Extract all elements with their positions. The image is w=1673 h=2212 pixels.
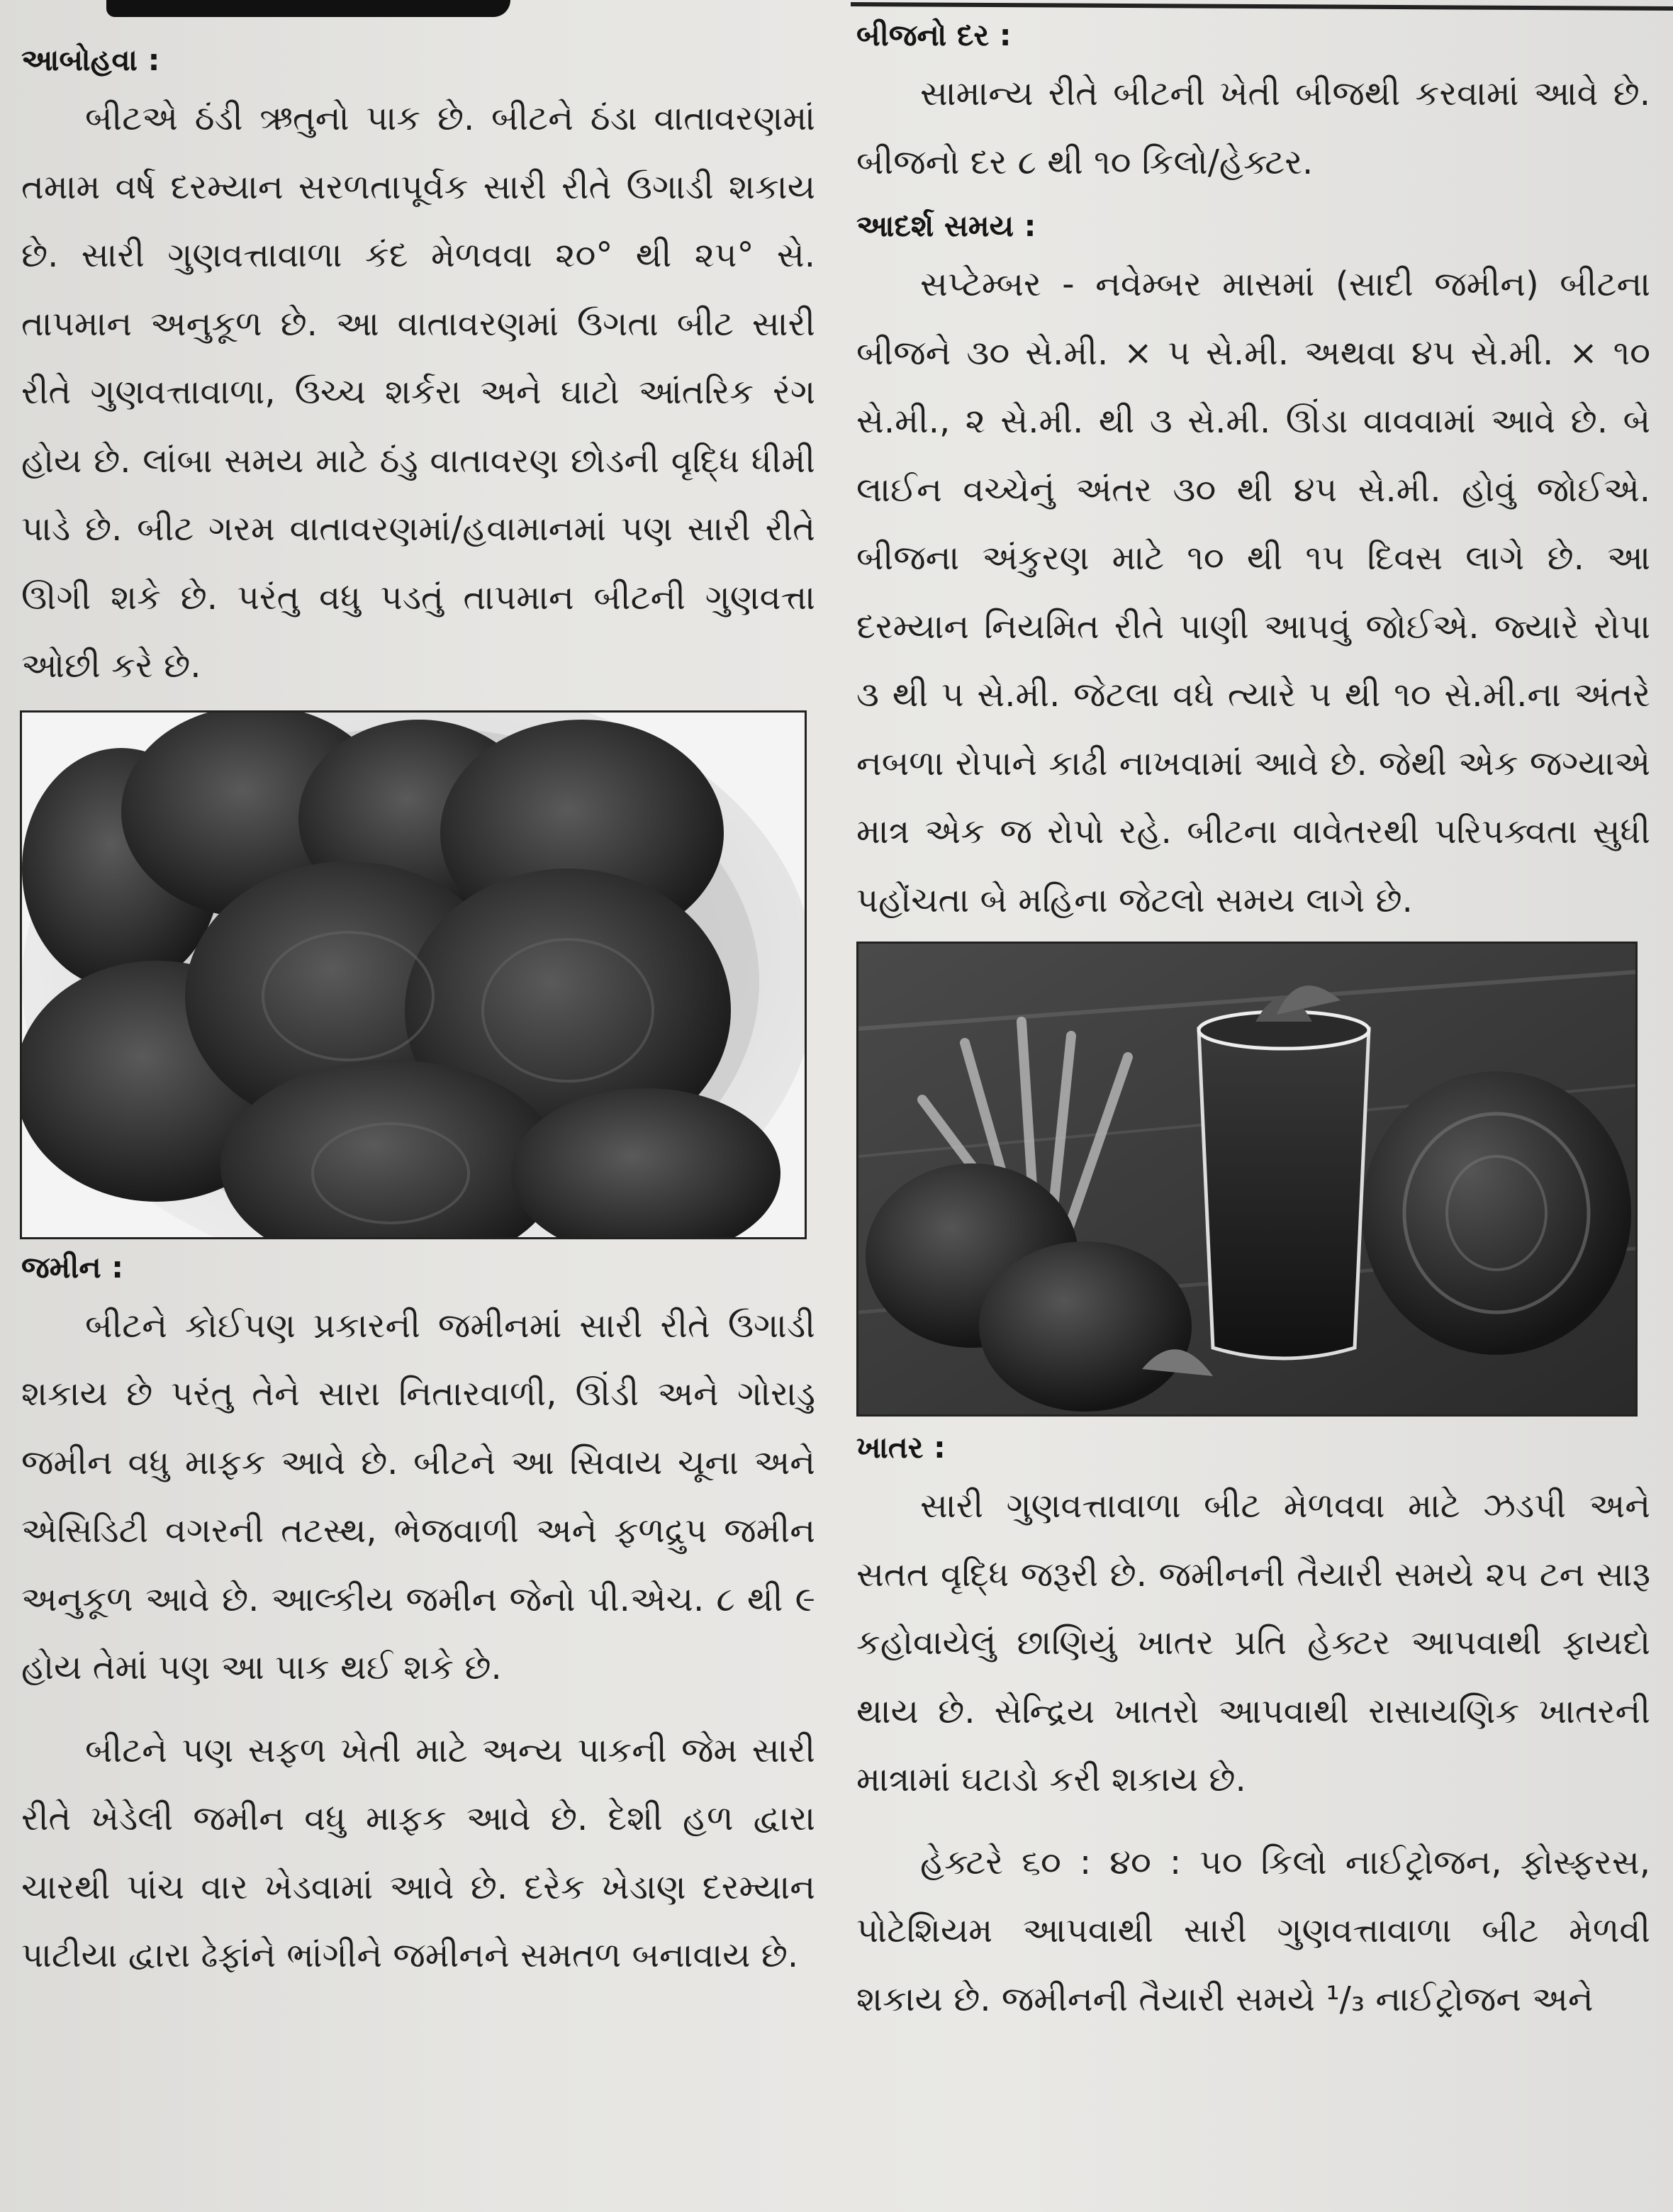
climate-paragraph: બીટએ ઠંડી ઋતુનો પાક છે. બીટને ઠંડા વાતાવરણમાં તમામ વર્ષ દરમ્યાન સરળતાપૂર્વક સારી રીતે ઉગાડી શકાય છે. સારી ગુણવત્તાવાળા કંદ મેળવવા ૨૦° થી ૨૫° સે. તાપમાન અનુકૂળ છે. આ વાતાવરણમાં ઉગતા બીટ સારી રીતે ગુણવત્તાવાળા, ઉચ્ચ શર્કરા અને ઘાટો આંતરિક રંગ હોય છે. લાંબા સમય માટે ઠંડુ વાતાવરણ છોડની વૃદ્ધિ ધીમી પાડે છે. બીટ ગરમ વાતાવરણમાં/હવામાનમાં પણ સારી રીતે ઊગી શકે છે. પરંતુ વધુ પડતું તાપમાન બીટની ગુણવત્તા ઓછી કરે છે.: [21, 99, 815, 686]
beetroot-slices-image: [22, 713, 805, 1237]
beetroot-juice-photo: [856, 942, 1638, 1417]
soil-heading: જમીન :: [21, 1249, 124, 1285]
fertilizer-heading: ખાતર :: [856, 1430, 946, 1465]
top-rule: [851, 2, 1673, 11]
top-ink-blot: [106, 0, 510, 17]
beetroot-slices-photo: [20, 710, 807, 1239]
left-column: [21, 39, 815, 1990]
soil-paragraph-1: બીટને કોઈપણ પ્રકારની જમીનમાં સારી રીતે ઉગાડી શકાય છે પરંતુ તેને સારા નિતારવાળી, ઊંડી અને ગોરાડુ જમીન વધુ માફક આવે છે. બીટને આ સિવાય ચૂના અને એસિડિટી વગરની તટસ્થ, ભેજવાળી અને ફળદ્રુપ જમીન અનુકૂળ આવે છે. આલ્કીય જમીન જેનો પી.એચ. ૮ થી ૯ હોય તેમાં પણ આ પાક થઈ શકે છે.: [21, 1305, 815, 1687]
ideal-time-heading: આદર્શ સમય :: [856, 208, 1036, 243]
beetroot-juice-image: [858, 944, 1635, 1414]
right-column: [856, 14, 1650, 2033]
fertilizer-paragraph-2: હેક્ટરે ૬૦ : ૪૦ : ૫૦ કિલો નાઈટ્રોજન, ફોસ્ફરસ, પોટેશિયમ આપવાથી સારી ગુણવત્તાવાળા બીટ મેળવી શકાય છે. જમીનની તૈયારી સમયે ¹/₃ નાઈટ્રોજન અને: [856, 1842, 1650, 2019]
fertilizer-paragraph-1: સારી ગુણવત્તાવાળા બીટ મેળવવા માટે ઝડપી અને સતત વૃદ્ધિ જરૂરી છે. જમીનની તૈયારી સમયે ૨૫ ટન સારૂ કહોવાયેલું છાણિયું ખાતર પ્રતિ હેક્ટર આપવાથી ફાયદો થાય છે. સેન્દ્રિય ખાતરો આપવાથી રાસાયણિક ખાતરની માત્રામાં ઘટાડો કરી શકાય છે.: [856, 1486, 1650, 1799]
ideal-time-paragraph: સપ્ટેમ્બર - નવેમ્બર માસમાં (સાદી જમીન) બીટના બીજને ૩૦ સે.મી. × ૫ સે.મી. અથવા ૪૫ સે.મી. × ૧૦ સે.મી., ૨ સે.મી. થી ૩ સે.મી. ઊંડા વાવવામાં આવે છે. બે લાઈન વચ્ચેનું અંતર ૩૦ થી ૪૫ સે.મી. હોવું જોઈએ. બીજના અંકુરણ માટે ૧૦ થી ૧૫ દિવસ લાગે છે. આ દરમ્યાન નિયમિત રીતે પાણી આપવું જોઈએ. જ્યારે રોપા ૩ થી ૫ સે.મી. જેટલા વધે ત્યારે ૫ થી ૧૦ સે.મી.ના અંતરે નબળા રોપાને કાઢી નાખવામાં આવે છે. જેથી એક જગ્યાએ માત્ર એક જ રોપો રહે. બીટના વાવેતરથી પરિપક્વતા સુધી પહોંચતા બે મહિના જેટલો સમય લાગે છે.: [856, 264, 1650, 920]
climate-heading: આબોહવા :: [21, 43, 160, 77]
soil-paragraph-2: બીટને પણ સફળ ખેતી માટે અન્ય પાકની જેમ સારી રીતે ખેડેલી જમીન વધુ માફક આવે છે. દેશી હળ દ્વારા ચારથી પાંચ વાર ખેડવામાં આવે છે. દરેક ખેડાણ દરમ્યાન પાટીયા દ્વારા ઢેફાંને ભાંગીને જમીનને સમતળ બનાવાય છે.: [21, 1730, 815, 1975]
seed-rate-paragraph: સામાન્ય રીતે બીટની ખેતી બીજથી કરવામાં આવે છે. બીજનો દર ૮ થી ૧૦ કિલો/હેક્ટર.: [856, 74, 1650, 182]
seed-rate-heading: બીજનો દર :: [856, 18, 1012, 52]
